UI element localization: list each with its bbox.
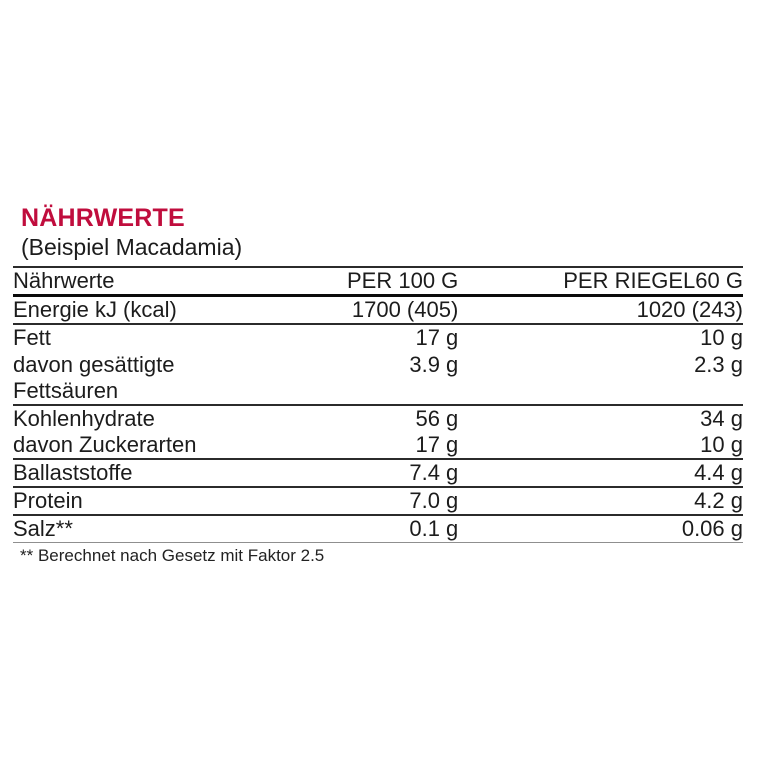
row-value-per-100g: 56 g: [415, 406, 459, 431]
row-value-per-100g: [298, 378, 459, 405]
row-value-per-riegel: 10 g: [700, 325, 743, 350]
row-label: Fettsäuren: [13, 378, 119, 403]
row-value-per-riegel: 4.4 g: [694, 460, 743, 485]
row-value-per-riegel: 34 g: [700, 406, 743, 431]
header-naehrwerte: Nährwerte: [13, 268, 115, 293]
table-row-energie: [13, 296, 743, 325]
table-row-protein: [13, 487, 743, 515]
row-value-per-100g: 7.4 g: [409, 460, 459, 485]
row-value-per-100g: 17 g: [415, 325, 459, 350]
row-label: Kohlenhydrate: [13, 406, 155, 431]
row-value-per-riegel: 10 g: [700, 432, 743, 457]
row-value-per-100g: 17 g: [415, 432, 459, 457]
table-row-salz: [13, 515, 743, 543]
row-value-per-riegel: [458, 378, 743, 405]
row-label: Energie kJ (kcal): [13, 297, 177, 322]
table-header-row: [13, 267, 743, 296]
row-value-per-riegel: 4.2 g: [694, 488, 743, 513]
table-row-kohlenhydrate: [13, 405, 743, 432]
row-value-per-100g: 0.1 g: [409, 516, 459, 541]
content-block: [13, 205, 743, 566]
row-label: Fett: [13, 325, 51, 350]
table-row-ballaststoffe: [13, 459, 743, 487]
row-label: Ballaststoffe: [13, 460, 133, 485]
row-value-per-riegel: 2.3 g: [694, 351, 743, 377]
row-label: davon gesättigte: [13, 351, 175, 377]
table-row-zuckerarten: [13, 432, 743, 459]
row-label: Protein: [13, 488, 83, 513]
row-label: Salz**: [13, 516, 73, 541]
page-subtitle: (Beispiel Macadamia): [21, 234, 243, 260]
header-per-riegel: PER RIEGEL60 G: [563, 268, 743, 293]
row-value-per-100g: 3.9 g: [409, 351, 459, 377]
row-value-per-riegel: 1020 (243): [636, 297, 743, 322]
header-per-100g: PER 100 G: [347, 268, 459, 293]
row-value-per-riegel: 0.06 g: [681, 516, 743, 541]
row-label: davon Zuckerarten: [13, 432, 197, 457]
table-row-gesaettigte: [13, 351, 743, 378]
row-value-per-100g: 7.0 g: [409, 488, 459, 513]
table-row-fettsaeuren: [13, 378, 743, 405]
page-title: NÄHRWERTE: [21, 204, 185, 232]
table-row-fett: [13, 324, 743, 351]
row-value-per-100g: 1700 (405): [351, 297, 459, 322]
footnote: ** Berechnet nach Gesetz mit Faktor 2.5: [20, 546, 325, 565]
nutrition-table: [13, 266, 743, 543]
